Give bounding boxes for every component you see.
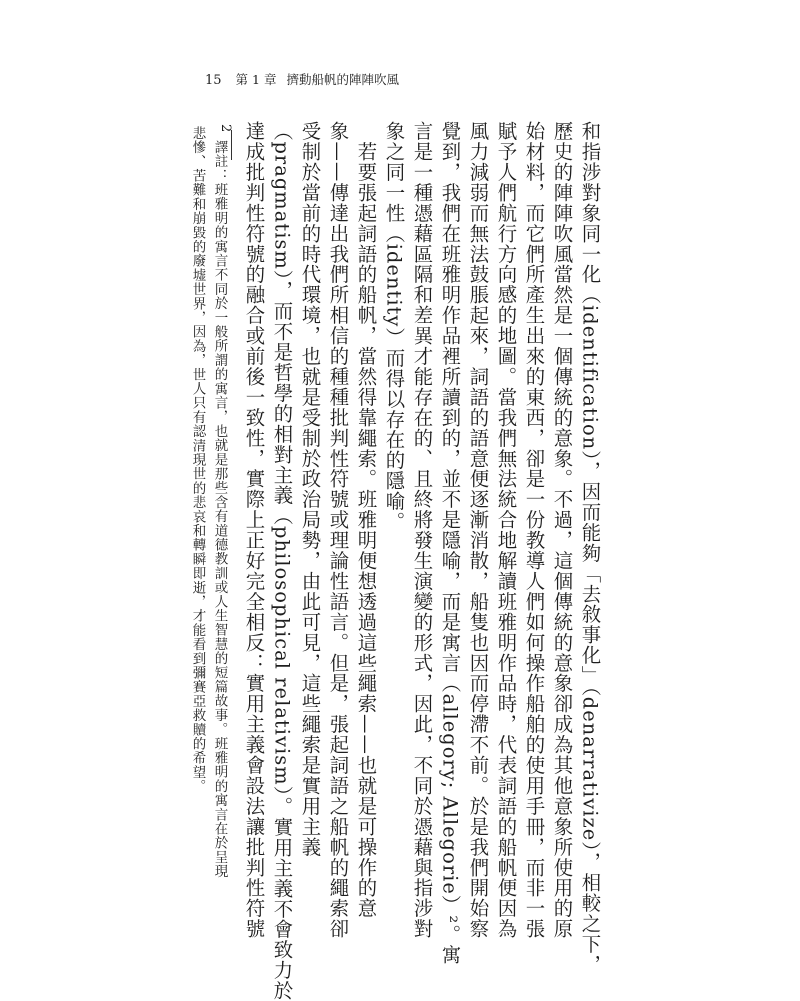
chapter-title: 擠動船帆的陣陣吹風 — [286, 72, 399, 87]
footnote-number: 2 — [218, 124, 233, 133]
body-line: 始材料，而它們所產生出來的東西，卻是一份教導人們如何操作船舶的使用手冊，而非一張 — [522, 121, 546, 939]
body-line: 賦予人們航行方向感的地圖。當我們無法統合地解讀班雅明作品時，代表詞語的船帆便因為 — [494, 121, 518, 939]
running-header — [205, 70, 399, 88]
body-line: 和指涉對象同一化（identification），因而能夠「去敘事化」（denarrativize），相較之下， — [578, 121, 602, 975]
body-line: 象之同一性（identity）而得以存在的隱喻。 — [382, 121, 406, 532]
body-line: 達成批判性符號的融合或前後一致性，實際上正好完全相反：實用主義會設法讓批判性符號 — [242, 121, 266, 939]
footnote-line: 譯註：班雅明的寓言不同於一般所謂的寓言，也就是那些含有道德教訓或人生智慧的短篇故事。班雅明的寓言在於呈現 — [211, 140, 228, 879]
footnote-line: 悲慘、苦難和崩毀的廢墟世界，因為，世人只有認清現世的悲哀和轉瞬即逝，才能看到彌賽亞救贖的希望。 — [189, 126, 206, 794]
chapter-label: 第 1 章 — [235, 72, 277, 87]
body-line: 受制於當前的時代環境，也就是受制於政治局勢，由此可見，這些繩索是實用主義 — [298, 121, 322, 858]
body-line: 歷史的陣陣吹風當然是一個傳統的意象。不過，這個傳統的意象卻成為其他意象所使用的原 — [550, 121, 574, 939]
body-line: 若要張起詞語的船帆，當然得靠繩索。班雅明便想透過這些繩索——也就是可操作的意 — [354, 121, 378, 919]
body-line: 覺到，我們在班雅明作品裡所讀到的，並不是隱喻，而是寓言（allegory; Allegorie）²。寓 — [438, 121, 462, 966]
body-line: 象——傳達出我們所相信的種種批判性符號或理論性語言。但是，張起詞語之船帆的繩索卻 — [326, 121, 350, 939]
body-line: 言是一種憑藉區隔和差異才能存在的、且終將發生演變的形式，因此，不同於憑藉與指涉對 — [410, 121, 434, 939]
body-line: （pragmatism），而不是哲學的相對主義（philosophical relativism）。實用主義不會致力於 — [270, 121, 294, 1001]
page-number: 15 — [205, 73, 222, 88]
footnote-divider — [231, 130, 232, 160]
body-line: 風力減弱而無法鼓脹起來，詞語的語意便逐漸消散，船隻也因而停滯不前。於是我們開始察 — [466, 121, 490, 939]
